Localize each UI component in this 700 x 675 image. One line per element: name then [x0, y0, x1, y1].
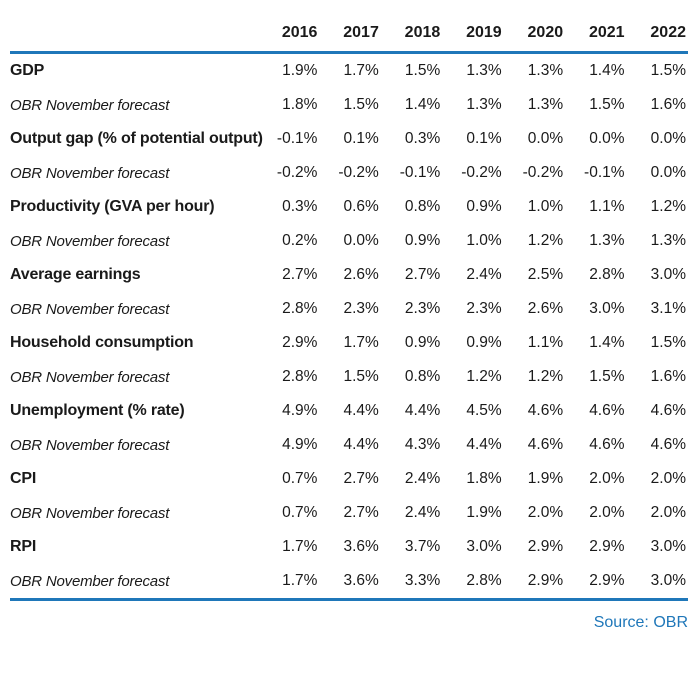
- cell-value: -0.2%: [276, 164, 318, 181]
- cell-value: 3.6%: [343, 572, 379, 589]
- cell-value: 4.3%: [404, 436, 441, 453]
- cell-value: 3.0%: [650, 572, 686, 589]
- cell-value: 0.0%: [527, 130, 564, 147]
- table-row: [10, 394, 688, 428]
- table-row: [10, 122, 688, 156]
- year-column-header: 2022: [650, 24, 686, 41]
- cell-value: 4.6%: [527, 402, 564, 419]
- year-column-header: 2018: [404, 24, 441, 41]
- cell-value: 0.0%: [650, 130, 686, 147]
- row-label: OBR November forecast: [10, 232, 170, 250]
- cell-value: 0.1%: [466, 130, 502, 147]
- cell-value: 1.7%: [282, 572, 318, 589]
- cell-value: 2.3%: [404, 300, 441, 317]
- cell-value: 1.2%: [527, 232, 564, 249]
- cell-value: 2.4%: [466, 266, 502, 283]
- table-body: [10, 53, 688, 600]
- forecast-table: [10, 24, 688, 601]
- cell-value: 0.7%: [282, 504, 318, 521]
- cell-value: 1.6%: [650, 96, 686, 113]
- cell-value: -0.2%: [522, 164, 564, 181]
- cell-value: 4.6%: [650, 436, 686, 453]
- cell-value: -0.2%: [461, 164, 502, 181]
- row-label: Average earnings: [10, 266, 141, 283]
- cell-value: -0.1%: [399, 164, 441, 181]
- row-label: Household consumption: [10, 334, 194, 351]
- cell-value: 4.4%: [343, 436, 379, 453]
- cell-value: 3.0%: [650, 266, 686, 283]
- cell-value: 2.7%: [404, 266, 441, 283]
- cell-value: 1.9%: [282, 62, 318, 79]
- cell-value: 2.3%: [343, 300, 379, 317]
- table-row: [10, 462, 688, 496]
- row-label: OBR November forecast: [10, 368, 170, 386]
- cell-value: 2.9%: [589, 538, 625, 555]
- cell-value: 3.0%: [589, 300, 625, 317]
- cell-value: 1.5%: [343, 96, 379, 113]
- cell-value: 4.9%: [282, 402, 318, 419]
- cell-value: 0.8%: [404, 368, 441, 385]
- header-label-spacer: [10, 24, 258, 53]
- table-row: [10, 428, 688, 462]
- table-row: [10, 224, 688, 258]
- row-label: RPI: [10, 538, 37, 555]
- cell-value: 1.7%: [343, 334, 379, 351]
- table-row: [10, 530, 688, 564]
- cell-value: 1.5%: [589, 96, 625, 113]
- cell-value: 2.6%: [527, 300, 564, 317]
- cell-value: 2.8%: [282, 300, 318, 317]
- row-label: Unemployment (% rate): [10, 402, 185, 419]
- table-row: [10, 292, 688, 326]
- cell-value: 0.9%: [466, 198, 502, 215]
- row-label: OBR November forecast: [10, 96, 170, 114]
- row-label: OBR November forecast: [10, 504, 170, 522]
- cell-value: 0.0%: [650, 164, 686, 181]
- cell-value: 1.7%: [343, 62, 379, 79]
- cell-value: 3.0%: [650, 538, 686, 555]
- cell-value: 2.0%: [589, 504, 625, 521]
- cell-value: 2.6%: [343, 266, 379, 283]
- cell-value: 3.6%: [343, 538, 379, 555]
- cell-value: 2.0%: [527, 504, 564, 521]
- cell-value: 0.8%: [404, 198, 441, 215]
- row-label: OBR November forecast: [10, 572, 170, 590]
- cell-value: 1.3%: [650, 232, 686, 249]
- cell-value: 1.2%: [466, 368, 502, 385]
- cell-value: 4.4%: [404, 402, 441, 419]
- row-label: OBR November forecast: [10, 300, 170, 318]
- table-row: [10, 190, 688, 224]
- cell-value: 0.9%: [404, 334, 441, 351]
- cell-value: 2.0%: [650, 470, 686, 487]
- year-column-header: 2017: [343, 24, 379, 41]
- cell-value: 4.5%: [466, 402, 502, 419]
- cell-value: -0.1%: [584, 164, 625, 181]
- cell-value: 2.9%: [527, 572, 564, 589]
- cell-value: 2.0%: [650, 504, 686, 521]
- cell-value: 1.5%: [589, 368, 625, 385]
- table-row: [10, 258, 688, 292]
- row-label: OBR November forecast: [10, 436, 170, 454]
- cell-value: 1.0%: [527, 198, 564, 215]
- row-label: GDP: [10, 62, 45, 79]
- cell-value: 1.9%: [527, 470, 564, 487]
- row-label: Productivity (GVA per hour): [10, 198, 215, 215]
- cell-value: 1.4%: [404, 96, 441, 113]
- cell-value: 2.9%: [589, 572, 625, 589]
- cell-value: 4.4%: [466, 436, 502, 453]
- year-column-header: 2019: [466, 24, 502, 41]
- table-row: [10, 496, 688, 530]
- cell-value: 0.6%: [343, 198, 379, 215]
- cell-value: 0.0%: [589, 130, 625, 147]
- cell-value: 1.3%: [527, 62, 564, 79]
- cell-value: 1.5%: [650, 62, 686, 79]
- cell-value: 1.8%: [282, 96, 318, 113]
- cell-value: 4.6%: [589, 402, 625, 419]
- cell-value: 4.6%: [650, 402, 686, 419]
- row-label: CPI: [10, 470, 37, 487]
- table-header: [10, 24, 688, 53]
- cell-value: 0.9%: [404, 232, 441, 249]
- header-row: [10, 24, 688, 53]
- cell-value: 0.3%: [282, 198, 318, 215]
- cell-value: 1.1%: [527, 334, 564, 351]
- cell-value: 0.7%: [282, 470, 318, 487]
- cell-value: 2.0%: [589, 470, 625, 487]
- source-note: Source: OBR: [593, 614, 688, 631]
- table-row: [10, 53, 688, 89]
- table-row: [10, 326, 688, 360]
- cell-value: 1.2%: [527, 368, 564, 385]
- cell-value: 2.4%: [404, 504, 441, 521]
- cell-value: 1.7%: [282, 538, 318, 555]
- cell-value: 0.0%: [343, 232, 379, 249]
- cell-value: 0.2%: [282, 232, 318, 249]
- cell-value: 2.5%: [527, 266, 564, 283]
- cell-value: 2.8%: [282, 368, 318, 385]
- cell-value: 1.5%: [404, 62, 441, 79]
- cell-value: 1.2%: [650, 198, 686, 215]
- cell-value: 1.3%: [589, 232, 625, 249]
- cell-value: 1.4%: [589, 334, 625, 351]
- row-label: OBR November forecast: [10, 164, 170, 182]
- cell-value: 2.7%: [282, 266, 318, 283]
- cell-value: 1.0%: [466, 232, 502, 249]
- table-row: [10, 564, 688, 600]
- cell-value: 3.1%: [650, 300, 686, 317]
- cell-value: 1.9%: [466, 504, 502, 521]
- cell-value: 1.5%: [343, 368, 379, 385]
- cell-value: 1.3%: [466, 62, 502, 79]
- table-row: [10, 88, 688, 122]
- cell-value: 3.3%: [404, 572, 441, 589]
- row-label: Output gap (% of potential output): [10, 130, 263, 147]
- cell-value: 4.4%: [343, 402, 379, 419]
- cell-value: 1.4%: [589, 62, 625, 79]
- cell-value: 1.6%: [650, 368, 686, 385]
- cell-value: 3.0%: [466, 538, 502, 555]
- cell-value: 0.1%: [343, 130, 379, 147]
- cell-value: 2.9%: [527, 538, 564, 555]
- cell-value: -0.1%: [276, 130, 318, 147]
- cell-value: 2.7%: [343, 470, 379, 487]
- cell-value: 4.6%: [527, 436, 564, 453]
- cell-value: 1.5%: [650, 334, 686, 351]
- cell-value: 0.3%: [404, 130, 441, 147]
- cell-value: 0.9%: [466, 334, 502, 351]
- year-column-header: 2016: [281, 24, 318, 41]
- cell-value: 2.9%: [282, 334, 318, 351]
- cell-value: 1.3%: [527, 96, 564, 113]
- cell-value: 2.8%: [589, 266, 625, 283]
- year-column-header: 2021: [588, 24, 625, 41]
- cell-value: 1.8%: [466, 470, 502, 487]
- cell-value: 1.1%: [589, 198, 625, 215]
- cell-value: -0.2%: [338, 164, 379, 181]
- cell-value: 4.6%: [589, 436, 625, 453]
- table-row: [10, 360, 688, 394]
- cell-value: 2.3%: [466, 300, 502, 317]
- table-row: [10, 156, 688, 190]
- cell-value: 1.3%: [466, 96, 502, 113]
- cell-value: 2.4%: [404, 470, 441, 487]
- cell-value: 3.7%: [404, 538, 441, 555]
- cell-value: 2.7%: [343, 504, 379, 521]
- cell-value: 2.8%: [466, 572, 502, 589]
- year-column-header: 2020: [527, 24, 564, 41]
- cell-value: 4.9%: [282, 436, 318, 453]
